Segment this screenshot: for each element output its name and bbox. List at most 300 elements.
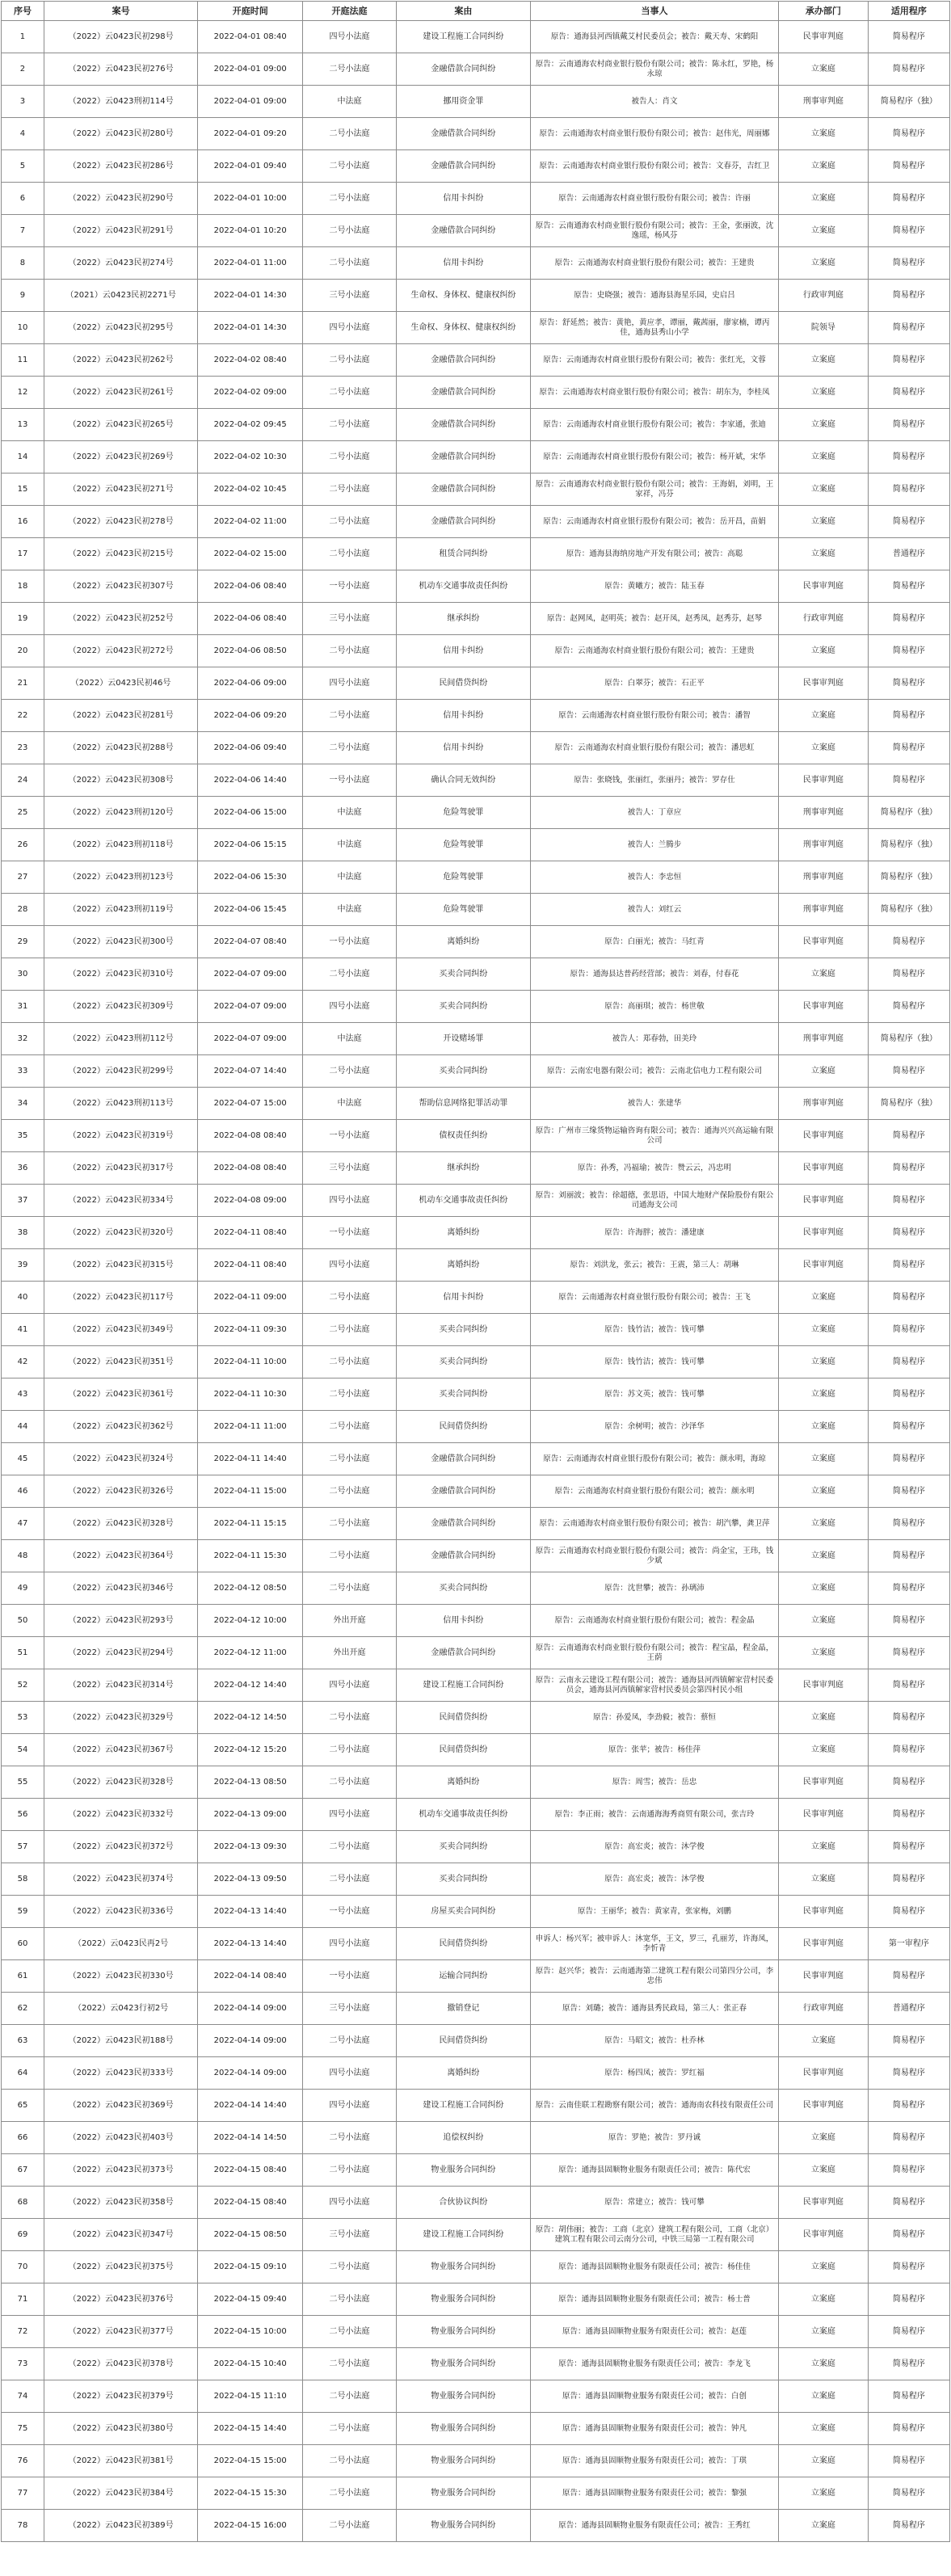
department: 立案庭 — [779, 1314, 869, 1346]
row-number: 13 — [2, 409, 44, 441]
case-number: （2022）云0423民初319号 — [44, 1120, 197, 1152]
hearing-time: 2022-04-15 10:00 — [198, 2316, 303, 2348]
procedure: 简易程序 — [868, 506, 949, 538]
department: 立案庭 — [779, 1411, 869, 1443]
hearing-time: 2022-04-14 09:00 — [198, 2025, 303, 2057]
hearing-time: 2022-04-15 08:40 — [198, 2154, 303, 2187]
department: 立案庭 — [779, 1508, 869, 1540]
department: 民事审判庭 — [779, 1799, 869, 1831]
hearing-time: 2022-04-13 09:00 — [198, 1799, 303, 1831]
row-number: 21 — [2, 667, 44, 700]
department: 立案庭 — [779, 215, 869, 247]
department: 刑事审判庭 — [779, 861, 869, 894]
table-row — [2, 1669, 950, 1702]
courtroom: 二号小法庭 — [303, 1831, 397, 1863]
hearing-time: 2022-04-01 10:20 — [198, 215, 303, 247]
parties: 原告：云南通海农村商业银行股份有限公司；被告：王建贵 — [530, 635, 778, 667]
parties: 原告：钱竹洁；被告：钱可攀 — [530, 1314, 778, 1346]
courtroom: 一号小法庭 — [303, 764, 397, 797]
cause-of-action: 建设工程施工合同纠纷 — [396, 1669, 530, 1702]
case-number: （2022）云0423民初380号 — [44, 2413, 197, 2445]
department: 民事审判庭 — [779, 1766, 869, 1799]
table-row — [2, 1702, 950, 1734]
procedure: 简易程序 — [868, 344, 949, 377]
courtroom: 二号小法庭 — [303, 1766, 397, 1799]
cause-of-action: 金融借款合同纠纷 — [396, 474, 530, 506]
courtroom: 中法庭 — [303, 829, 397, 861]
courtroom: 一号小法庭 — [303, 1217, 397, 1249]
parties: 原告：云南宏电器有限公司；被告：云南北信电力工程有限公司 — [530, 1055, 778, 1088]
case-number: （2022）云0423民初329号 — [44, 1702, 197, 1734]
row-number: 6 — [2, 183, 44, 215]
cause-of-action: 物业服务合同纠纷 — [396, 2380, 530, 2413]
row-number: 43 — [2, 1378, 44, 1411]
row-number: 68 — [2, 2187, 44, 2219]
cause-of-action: 买卖合同纠纷 — [396, 1314, 530, 1346]
department: 民事审判庭 — [779, 1669, 869, 1702]
department: 刑事审判庭 — [779, 1023, 869, 1055]
table-row — [2, 1023, 950, 1055]
procedure: 简易程序 — [868, 1766, 949, 1799]
department: 立案庭 — [779, 183, 869, 215]
cause-of-action: 挪用资金罪 — [396, 86, 530, 118]
row-number: 66 — [2, 2122, 44, 2154]
department: 刑事审判庭 — [779, 86, 869, 118]
parties: 原告：云南通海农村商业银行股份有限公司；被告：王建贵 — [530, 247, 778, 280]
hearing-time: 2022-04-07 08:40 — [198, 926, 303, 958]
table-row — [2, 1508, 950, 1540]
case-number: （2022）云0423刑初112号 — [44, 1023, 197, 1055]
courtroom: 二号小法庭 — [303, 2025, 397, 2057]
hearing-time: 2022-04-08 09:00 — [198, 1185, 303, 1217]
case-number: （2022）云0423民初376号 — [44, 2283, 197, 2316]
parties: 原告：云南通海农村商业银行股份有限公司；被告：胡汽攀，龚卫萍 — [530, 1508, 778, 1540]
case-number: （2022）云0423民初362号 — [44, 1411, 197, 1443]
hearing-time: 2022-04-12 11:00 — [198, 1637, 303, 1669]
row-number: 71 — [2, 2283, 44, 2316]
case-number: （2022）云0423民初332号 — [44, 1799, 197, 1831]
parties: 原告：通海县固顺物业服务有限责任公司；被告：杨士普 — [530, 2283, 778, 2316]
row-number: 70 — [2, 2251, 44, 2283]
table-row — [2, 1734, 950, 1766]
courtroom: 二号小法庭 — [303, 2413, 397, 2445]
department: 民事审判庭 — [779, 1249, 869, 1282]
hearing-time: 2022-04-15 16:00 — [198, 2510, 303, 2542]
hearing-time: 2022-04-14 14:40 — [198, 2090, 303, 2122]
row-number: 72 — [2, 2316, 44, 2348]
table-row — [2, 2316, 950, 2348]
department: 立案庭 — [779, 1831, 869, 1863]
case-number: （2022）云0423民初326号 — [44, 1475, 197, 1508]
case-number: （2022）云0423民初324号 — [44, 1443, 197, 1475]
procedure: 简易程序 — [868, 2090, 949, 2122]
parties: 原告：苏文英；被告：钱可攀 — [530, 1378, 778, 1411]
case-number: （2022）云0423民初333号 — [44, 2057, 197, 2090]
table-row — [2, 506, 950, 538]
table-row — [2, 1249, 950, 1282]
cause-of-action: 买卖合同纠纷 — [396, 958, 530, 991]
department: 立案庭 — [779, 2510, 869, 2542]
table-row — [2, 861, 950, 894]
row-number: 24 — [2, 764, 44, 797]
case-number: （2022）云0423民初369号 — [44, 2090, 197, 2122]
case-number: （2022）云0423民初280号 — [44, 118, 197, 150]
table-row — [2, 894, 950, 926]
department: 民事审判庭 — [779, 1960, 869, 1993]
table-row — [2, 635, 950, 667]
department: 立案庭 — [779, 958, 869, 991]
table-row — [2, 2154, 950, 2187]
courtroom: 四号小法庭 — [303, 2057, 397, 2090]
parties: 原告：云南佳联工程勘察有限公司；被告：通海南农科技有限责任公司 — [530, 2090, 778, 2122]
hearing-time: 2022-04-01 14:30 — [198, 280, 303, 312]
case-number: （2022）云0423民初334号 — [44, 1185, 197, 1217]
hearing-time: 2022-04-15 08:50 — [198, 2219, 303, 2251]
table-row — [2, 1282, 950, 1314]
case-number: （2022）云0423民初265号 — [44, 409, 197, 441]
parties: 原告：云南通海农村商业银行股份有限公司；被告：许丽 — [530, 183, 778, 215]
department: 刑事审判庭 — [779, 797, 869, 829]
cause-of-action: 撤销登记 — [396, 1993, 530, 2025]
cause-of-action: 金融借款合同纠纷 — [396, 344, 530, 377]
hearing-time: 2022-04-14 09:00 — [198, 1993, 303, 2025]
procedure: 简易程序（独） — [868, 861, 949, 894]
case-number: （2022）云0423民初274号 — [44, 247, 197, 280]
procedure: 简易程序 — [868, 1540, 949, 1572]
courtroom: 一号小法庭 — [303, 926, 397, 958]
department: 立案庭 — [779, 538, 869, 570]
row-number: 28 — [2, 894, 44, 926]
department: 立案庭 — [779, 1443, 869, 1475]
table-row — [2, 1863, 950, 1896]
cause-of-action: 机动车交通事故责任纠纷 — [396, 570, 530, 603]
department: 立案庭 — [779, 1572, 869, 1605]
procedure: 简易程序 — [868, 1734, 949, 1766]
courtroom: 二号小法庭 — [303, 344, 397, 377]
row-number: 58 — [2, 1863, 44, 1896]
hearing-time: 2022-04-01 08:40 — [198, 21, 303, 53]
row-number: 32 — [2, 1023, 44, 1055]
procedure: 简易程序 — [868, 1443, 949, 1475]
row-number: 2 — [2, 53, 44, 86]
parties: 原告：云南通海农村商业银行股份有限公司；被告：杨开斌，宋华 — [530, 441, 778, 474]
row-number: 73 — [2, 2348, 44, 2380]
courtroom: 二号小法庭 — [303, 2122, 397, 2154]
row-number: 30 — [2, 958, 44, 991]
parties: 原告：通海县达普药经营部；被告：刘春，付春花 — [530, 958, 778, 991]
cause-of-action: 信用卡纠纷 — [396, 635, 530, 667]
row-number: 41 — [2, 1314, 44, 1346]
procedure: 简易程序 — [868, 2057, 949, 2090]
parties: 原告：云南通海农村商业银行股份有限公司；被告：李家通，张迪 — [530, 409, 778, 441]
case-number: （2022）云0423民初351号 — [44, 1346, 197, 1378]
case-number: （2021）云0423民初2271号 — [44, 280, 197, 312]
cause-of-action: 危险驾驶罪 — [396, 861, 530, 894]
cause-of-action: 物业服务合同纠纷 — [396, 2510, 530, 2542]
hearing-time: 2022-04-01 09:00 — [198, 53, 303, 86]
procedure: 简易程序 — [868, 1799, 949, 1831]
row-number: 67 — [2, 2154, 44, 2187]
hearing-time: 2022-04-12 10:00 — [198, 1605, 303, 1637]
row-number: 26 — [2, 829, 44, 861]
cause-of-action: 买卖合同纠纷 — [396, 1572, 530, 1605]
hearing-time: 2022-04-13 08:50 — [198, 1766, 303, 1799]
parties: 原告：云南通海农村商业银行股份有限公司；被告：张红光，文蓉 — [530, 344, 778, 377]
department: 立案庭 — [779, 2413, 869, 2445]
procedure: 简易程序 — [868, 280, 949, 312]
hearing-time: 2022-04-01 14:30 — [198, 312, 303, 344]
row-number: 51 — [2, 1637, 44, 1669]
case-number: （2022）云0423民初276号 — [44, 53, 197, 86]
department: 民事审判庭 — [779, 1185, 869, 1217]
table-row — [2, 2477, 950, 2510]
hearing-time: 2022-04-08 08:40 — [198, 1120, 303, 1152]
table-row — [2, 732, 950, 764]
case-number: （2022）云0423民初261号 — [44, 377, 197, 409]
courtroom: 四号小法庭 — [303, 21, 397, 53]
department: 民事审判庭 — [779, 2090, 869, 2122]
table-row — [2, 1378, 950, 1411]
hearing-time: 2022-04-07 09:00 — [198, 958, 303, 991]
cause-of-action: 买卖合同纠纷 — [396, 1831, 530, 1863]
procedure: 简易程序 — [868, 1055, 949, 1088]
courtroom: 四号小法庭 — [303, 2090, 397, 2122]
row-number: 56 — [2, 1799, 44, 1831]
cause-of-action: 物业服务合同纠纷 — [396, 2154, 530, 2187]
hearing-time: 2022-04-06 09:00 — [198, 667, 303, 700]
parties: 原告：通海县海纳房地产开发有限公司；被告：高聪 — [530, 538, 778, 570]
parties: 原告：杨四凤；被告：罗红福 — [530, 2057, 778, 2090]
procedure: 简易程序 — [868, 1508, 949, 1540]
cause-of-action: 继承纠纷 — [396, 1152, 530, 1185]
department: 民事审判庭 — [779, 1928, 869, 1960]
cause-of-action: 生命权、身体权、健康权纠纷 — [396, 312, 530, 344]
table-row — [2, 2510, 950, 2542]
table-row — [2, 1314, 950, 1346]
department: 民事审判庭 — [779, 991, 869, 1023]
department: 立案庭 — [779, 1863, 869, 1896]
row-number: 77 — [2, 2477, 44, 2510]
case-number: （2022）云0423民初328号 — [44, 1766, 197, 1799]
row-number: 55 — [2, 1766, 44, 1799]
procedure: 简易程序 — [868, 1217, 949, 1249]
header-cell: 开庭时间 — [198, 2, 303, 21]
cause-of-action: 物业服务合同纠纷 — [396, 2477, 530, 2510]
hearing-time: 2022-04-12 14:50 — [198, 1702, 303, 1734]
case-number: （2022）云0423民初295号 — [44, 312, 197, 344]
row-number: 15 — [2, 474, 44, 506]
table-row — [2, 247, 950, 280]
procedure: 简易程序 — [868, 732, 949, 764]
row-number: 45 — [2, 1443, 44, 1475]
hearing-time: 2022-04-15 08:40 — [198, 2187, 303, 2219]
table-row — [2, 1346, 950, 1378]
row-number: 17 — [2, 538, 44, 570]
case-number: （2022）云0423民初347号 — [44, 2219, 197, 2251]
procedure: 简易程序 — [868, 409, 949, 441]
courtroom: 二号小法庭 — [303, 700, 397, 732]
courtroom: 二号小法庭 — [303, 1411, 397, 1443]
courtroom: 二号小法庭 — [303, 150, 397, 183]
hearing-time: 2022-04-08 08:40 — [198, 1152, 303, 1185]
parties: 原告：赵网凤，赵明英；被告：赵开凤，赵秀凤，赵秀芬，赵琴 — [530, 603, 778, 635]
case-number: （2022）云0423民初290号 — [44, 183, 197, 215]
table-row — [2, 118, 950, 150]
procedure: 简易程序 — [868, 2348, 949, 2380]
cause-of-action: 民间借贷纠纷 — [396, 1928, 530, 1960]
procedure: 简易程序 — [868, 958, 949, 991]
department: 立案庭 — [779, 1540, 869, 1572]
department: 立案庭 — [779, 732, 869, 764]
department: 院领导 — [779, 312, 869, 344]
parties: 原告：云南通海农村商业银行股份有限公司；被告：颜永明，海琼 — [530, 1443, 778, 1475]
parties: 原告：通海县固顺物业服务有限责任公司；被告：黎强 — [530, 2477, 778, 2510]
procedure: 简易程序 — [868, 2187, 949, 2219]
table-row — [2, 1993, 950, 2025]
hearing-time: 2022-04-06 08:50 — [198, 635, 303, 667]
department: 民事审判庭 — [779, 1152, 869, 1185]
case-number: （2022）云0423民初294号 — [44, 1637, 197, 1669]
hearing-time: 2022-04-06 15:30 — [198, 861, 303, 894]
table-row — [2, 474, 950, 506]
parties: 原告：周雪；被告：岳忠 — [530, 1766, 778, 1799]
hearing-time: 2022-04-15 09:40 — [198, 2283, 303, 2316]
case-number: （2022）云0423民初286号 — [44, 150, 197, 183]
procedure: 简易程序 — [868, 1185, 949, 1217]
case-number: （2022）云0423民再2号 — [44, 1928, 197, 1960]
department: 立案庭 — [779, 441, 869, 474]
cause-of-action: 民间借贷纠纷 — [396, 2025, 530, 2057]
hearing-time: 2022-04-11 15:30 — [198, 1540, 303, 1572]
row-number: 48 — [2, 1540, 44, 1572]
cause-of-action: 房屋买卖合同纠纷 — [396, 1896, 530, 1928]
case-number: （2022）云0423刑初118号 — [44, 829, 197, 861]
case-number: （2022）云0423民初314号 — [44, 1669, 197, 1702]
courtroom: 三号小法庭 — [303, 1993, 397, 2025]
parties: 原告：云南通海农村商业银行股份有限公司；被告：岳开昌，苗娟 — [530, 506, 778, 538]
procedure: 简易程序 — [868, 2413, 949, 2445]
cause-of-action: 危险驾驶罪 — [396, 894, 530, 926]
table-row — [2, 150, 950, 183]
procedure: 简易程序 — [868, 1863, 949, 1896]
hearing-time: 2022-04-11 15:15 — [198, 1508, 303, 1540]
department: 民事审判庭 — [779, 2057, 869, 2090]
table-row — [2, 1088, 950, 1120]
courtroom: 二号小法庭 — [303, 215, 397, 247]
parties: 原告：白丽光；被告：马红青 — [530, 926, 778, 958]
department: 立案庭 — [779, 377, 869, 409]
department: 民事审判庭 — [779, 926, 869, 958]
cause-of-action: 信用卡纠纷 — [396, 732, 530, 764]
procedure: 简易程序 — [868, 603, 949, 635]
table-row — [2, 538, 950, 570]
courtroom: 中法庭 — [303, 86, 397, 118]
procedure: 简易程序（独） — [868, 1088, 949, 1120]
department: 立案庭 — [779, 2348, 869, 2380]
procedure: 简易程序 — [868, 150, 949, 183]
parties: 原告：广州市三缘货物运输咨询有限公司；被告：通海兴兴高运输有限公司 — [530, 1120, 778, 1152]
cause-of-action: 机动车交通事故责任纠纷 — [396, 1185, 530, 1217]
table-row — [2, 1831, 950, 1863]
case-number: （2022）云0423民初320号 — [44, 1217, 197, 1249]
procedure: 简易程序 — [868, 2251, 949, 2283]
table-row — [2, 700, 950, 732]
hearing-time: 2022-04-11 14:40 — [198, 1443, 303, 1475]
procedure: 简易程序 — [868, 2283, 949, 2316]
case-number: （2022）云0423民初403号 — [44, 2122, 197, 2154]
parties: 原告：马昭文；被告：杜乔林 — [530, 2025, 778, 2057]
cause-of-action: 确认合同无效纠纷 — [396, 764, 530, 797]
row-number: 23 — [2, 732, 44, 764]
parties: 原告：通海县固顺物业服务有限责任公司；被告：王秀红 — [530, 2510, 778, 2542]
courtroom: 一号小法庭 — [303, 1120, 397, 1152]
parties: 原告：罗艳；被告：罗丹诚 — [530, 2122, 778, 2154]
parties: 原告：白翠芬；被告：石正平 — [530, 667, 778, 700]
parties: 原告：赵兴华；被告：云南通海第二建筑工程有限公司第四分公司，李忠伟 — [530, 1960, 778, 1993]
hearing-time: 2022-04-15 10:40 — [198, 2348, 303, 2380]
cause-of-action: 建设工程施工合同纠纷 — [396, 21, 530, 53]
courtroom: 三号小法庭 — [303, 280, 397, 312]
table-row — [2, 1411, 950, 1443]
hearing-time: 2022-04-11 09:30 — [198, 1314, 303, 1346]
parties: 原告：云南通海农村商业银行股份有限公司；被告：王海娟，刘明，王家祥，冯芬 — [530, 474, 778, 506]
row-number: 60 — [2, 1928, 44, 1960]
hearing-time: 2022-04-13 14:40 — [198, 1928, 303, 1960]
table-row — [2, 1799, 950, 1831]
table-header-row — [2, 2, 950, 21]
courtroom: 四号小法庭 — [303, 312, 397, 344]
cause-of-action: 金融借款合同纠纷 — [396, 215, 530, 247]
procedure: 简易程序 — [868, 474, 949, 506]
case-number: （2022）云0423民初317号 — [44, 1152, 197, 1185]
table-row — [2, 1120, 950, 1152]
table-row — [2, 570, 950, 603]
row-number: 16 — [2, 506, 44, 538]
cause-of-action: 信用卡纠纷 — [396, 247, 530, 280]
parties: 原告：通海县固顺物业服务有限责任公司；被告：杨佳佳 — [530, 2251, 778, 2283]
table-row — [2, 86, 950, 118]
department: 立案庭 — [779, 53, 869, 86]
row-number: 38 — [2, 1217, 44, 1249]
department: 立案庭 — [779, 2316, 869, 2348]
row-number: 9 — [2, 280, 44, 312]
cause-of-action: 建设工程施工合同纠纷 — [396, 2090, 530, 2122]
cause-of-action: 租赁合同纠纷 — [396, 538, 530, 570]
cause-of-action: 民间借贷纠纷 — [396, 1734, 530, 1766]
hearing-time: 2022-04-13 09:30 — [198, 1831, 303, 1863]
table-row — [2, 829, 950, 861]
row-number: 57 — [2, 1831, 44, 1863]
row-number: 8 — [2, 247, 44, 280]
department: 立案庭 — [779, 1702, 869, 1734]
procedure: 简易程序 — [868, 1282, 949, 1314]
row-number: 29 — [2, 926, 44, 958]
department: 民事审判庭 — [779, 570, 869, 603]
parties: 原告：刘丽波；被告：徐超德，张思语，中国大地财产保险股份有限公司通海支公司 — [530, 1185, 778, 1217]
courtroom: 二号小法庭 — [303, 2445, 397, 2477]
table-row — [2, 2187, 950, 2219]
table-row — [2, 2348, 950, 2380]
parties: 原告：舒延然；被告：黄艳，黄应孝，谭丽，戴茜丽，廖家楠，谭丙佳，通海县秀山小学 — [530, 312, 778, 344]
hearing-time: 2022-04-15 11:10 — [198, 2380, 303, 2413]
department: 民事审判庭 — [779, 764, 869, 797]
row-number: 65 — [2, 2090, 44, 2122]
procedure: 简易程序 — [868, 2154, 949, 2187]
case-number: （2022）云0423民初349号 — [44, 1314, 197, 1346]
row-number: 53 — [2, 1702, 44, 1734]
courtroom: 二号小法庭 — [303, 441, 397, 474]
courtroom: 二号小法庭 — [303, 1572, 397, 1605]
